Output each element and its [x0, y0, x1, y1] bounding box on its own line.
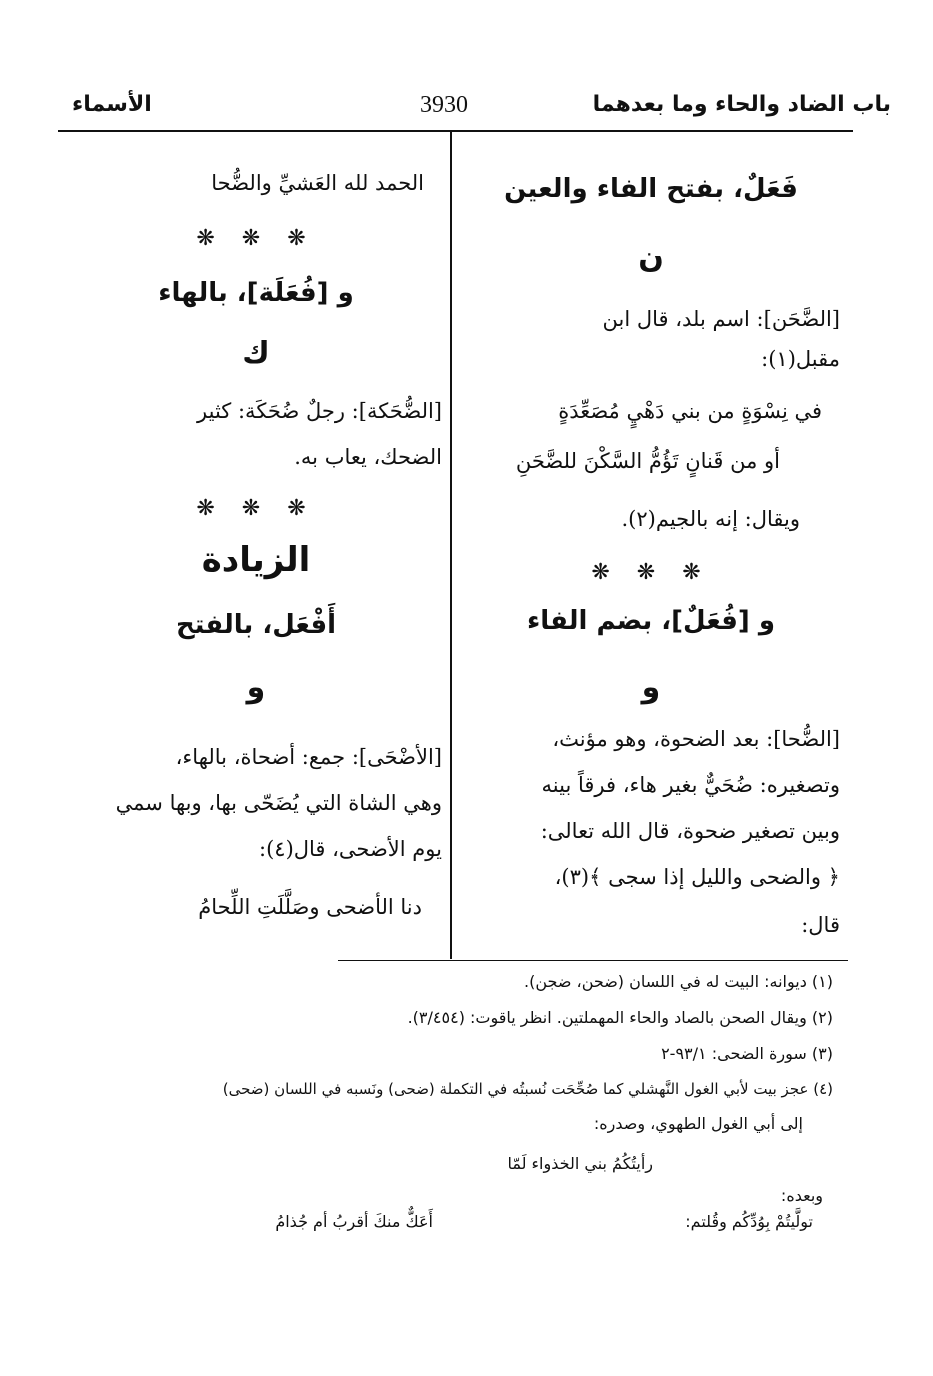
- verse1-line1: في نِسْوَةٍ من بني دَهْيٍ مُصَعِّدَةٍ: [558, 399, 822, 423]
- heading-faal-fath: فَعَلٌ، بفتح الفاء والعين: [504, 174, 798, 204]
- entry-duhakah-line1: [الضُّحَكة]: رجلٌ ضُحَكَة: كثير: [197, 399, 442, 423]
- verse-top: الحمد لله العَشيِّ والضُّحا: [211, 171, 424, 195]
- footnote-4-verse2-second-hemistich: أَعَكٌّ منكَ أقربُ أم جُذامُ: [275, 1212, 433, 1231]
- footnote-4-line2: إلى أبي الغول الطهوي، وصدره:: [593, 1114, 803, 1133]
- footnote-4-line1: (٤) عجز بيت لأبي الغول النَّهشلي كما صُحِّحَت نُسبتُه في التكملة (ضحى) ونَسبه في اللسان (ضحى): [222, 1080, 833, 1098]
- separator-stars: ❋ ❋ ❋: [196, 496, 316, 521]
- entry-duhakah-line2: الضحك، يعاب به.: [294, 445, 442, 469]
- entry-duha-quran: ﴿ والضحى والليل إذا سجى ﴾(٣)،: [554, 865, 840, 889]
- section-heading-ziyadah: الزيادة: [201, 540, 311, 580]
- letter-nun-heading: ن: [638, 240, 664, 275]
- column-divider: [450, 131, 452, 959]
- entry-dhahan-line1: [الضَّحَن]: اسم بلد، قال ابن: [602, 307, 840, 331]
- running-header-section: الأسماء: [72, 92, 152, 117]
- heading-fual-damm: و [فُعَلٌ]، بضم الفاء: [526, 606, 776, 636]
- page-number: 3930: [420, 92, 468, 118]
- letter-waw-heading: و: [246, 670, 266, 705]
- entry-dhahan-line3: ويقال: إنه بالجيم(٢).: [621, 507, 800, 531]
- letter-kaf-heading: ك: [242, 336, 270, 371]
- footnote-4-verse2-first-hemistich: تولَّيتُمْ بِوُدِّكُم وقُلتم:: [685, 1212, 813, 1231]
- entry-adha-line3: يوم الأضحى، قال(٤):: [259, 837, 442, 861]
- heading-afal: أَفْعَل، بالفتح: [175, 610, 337, 640]
- entry-duha-line1: [الضُّحا]: بعد الضحوة، وهو مؤنث،: [552, 727, 840, 751]
- entry-adha-line2: وهي الشاة التي يُضَحّى بها، وبها سمي: [115, 791, 442, 815]
- separator-stars: ❋ ❋ ❋: [196, 226, 316, 251]
- running-header-chapter: باب الضاد والحاء وما بعدهما: [592, 92, 891, 117]
- footnote-3: (٣) سورة الضحى: ٩٣/١-٢: [661, 1044, 833, 1063]
- entry-duha-qal: قال:: [801, 913, 840, 937]
- footnote-2: (٢) ويقال الصحن بالصاد والحاء المهملتين. انظر ياقوت: (٣/٤٥٤).: [407, 1008, 833, 1027]
- footnote-rule: [338, 960, 848, 961]
- separator-stars: ❋ ❋ ❋: [591, 560, 711, 585]
- entry-adha-line1: [الأضْحَى]: جمع: أضحاة، بالهاء،: [175, 745, 442, 769]
- verse-bottom: دنا الأضحى وصَلَّلَتِ اللِّحامُ: [198, 895, 422, 919]
- entry-duha-line2: وتصغيره: ضُحَيٌّ بغير هاء، فرقاً بينه: [541, 773, 840, 797]
- footnote-4-after: وبعده:: [780, 1186, 823, 1205]
- heading-fualah: و [فُعَلَة]، بالهاء: [158, 278, 354, 308]
- header-rule: [58, 130, 853, 132]
- footnote-1: (١) ديوانه: البيت له في اللسان (ضحن، ضجن).: [524, 972, 833, 991]
- footnote-4-verse1: رأيتُكُمُ بني الخذواء لَمّا: [507, 1154, 653, 1173]
- entry-duha-line3: وبين تصغير ضحوة، قال الله تعالى:: [540, 819, 840, 843]
- verse1-line2: أو من قَنانٍ تَؤُمُّ السَّكْنَ للضَّحَنِ: [515, 449, 780, 473]
- entry-dhahan-line2: مقبل(١):: [761, 347, 840, 371]
- letter-waw-heading: و: [641, 670, 661, 705]
